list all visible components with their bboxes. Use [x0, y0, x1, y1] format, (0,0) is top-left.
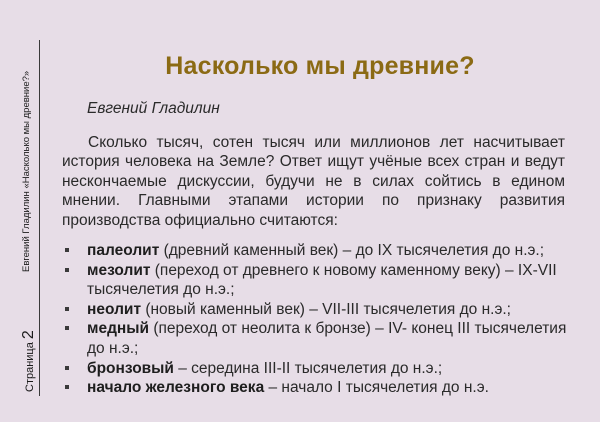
- page-label: Страница: [24, 339, 36, 392]
- page-number: 2: [20, 330, 37, 340]
- list-item: [62, 261, 572, 300]
- period-term: бронзовый: [87, 359, 174, 377]
- period-description: (переход от древнего к новому каменному веку) – IX-VII тысячелетия до н.э.;: [87, 261, 557, 299]
- bullet-icon: [65, 268, 69, 272]
- list-item: [62, 319, 572, 358]
- list-item: [62, 378, 572, 398]
- bullet-icon: [65, 385, 69, 389]
- period-term: начало железного века: [87, 379, 265, 397]
- bullet-icon: [65, 366, 69, 370]
- sidebar-document-title: Евгений Гладилин «Насколько мы древние?»: [21, 70, 32, 272]
- bullet-icon: [65, 248, 69, 252]
- bullet-icon: [65, 326, 69, 330]
- period-description: (переход от неолита к бронзе) – IV- конец III тысячелетия до н.э.;: [87, 320, 567, 357]
- period-description: – середина III-II тысячелетия до н.э.;: [173, 359, 443, 377]
- sidebar-divider: [39, 40, 40, 396]
- period-description: (древний каменный век) – до IX тысячелетия до н.э.;: [159, 242, 545, 259]
- period-term: неолит: [87, 300, 142, 318]
- period-term: медный: [87, 320, 150, 338]
- sidebar: [0, 0, 38, 422]
- period-description: – начало I тысячелетия до н.э.: [264, 379, 489, 397]
- periods-list: [62, 241, 572, 398]
- period-description: (новый каменный век) – VII-III тысячелетия до н.э.;: [141, 300, 511, 318]
- intro-paragraph: Сколько тысяч, сотен тысяч или миллионов лет насчитывает история человека на Земле? Ответ ищут учёные всех стран и ведут нескончаемые дискуссии, будучи не в силах сойтись в едином мнении. Главными этапами истории по признаку развития производства официально считаются:: [62, 134, 565, 229]
- page-title: Насколько мы древние?: [165, 52, 475, 80]
- list-item: [62, 241, 572, 261]
- period-term: палеолит: [87, 242, 160, 259]
- sidebar-page-indicator: [20, 330, 38, 392]
- list-item: [62, 300, 572, 320]
- list-item: [62, 359, 572, 379]
- bullet-icon: [65, 307, 69, 311]
- period-term: мезолит: [87, 261, 151, 279]
- author-name: Евгений Гладилин: [87, 100, 220, 117]
